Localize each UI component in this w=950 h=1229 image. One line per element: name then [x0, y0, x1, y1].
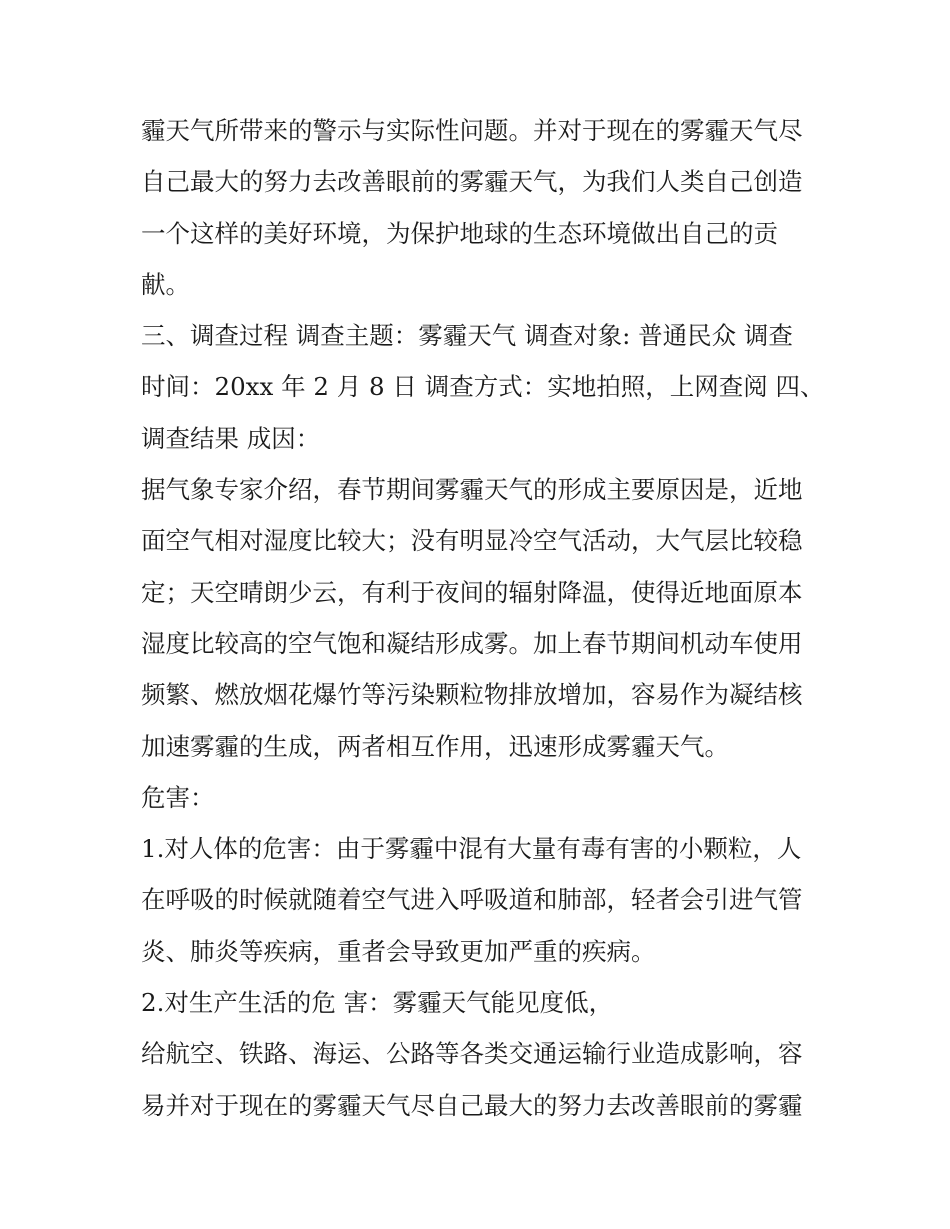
text-line: 时间：20xx 年 2 月 8 日 调查方式：实地拍照，上网查阅 四、 [141, 372, 825, 402]
text-line: 易并对于现在的雾霾天气尽自己最大的努力去改善眼前的雾霾 [141, 1090, 803, 1120]
list-item-line: 2.对生产生活的危 害：雾霾天气能见度低， [141, 988, 614, 1018]
text-line: 炎、肺炎等疾病，重者会导致更加严重的疾病。 [141, 936, 656, 966]
text-line: 频繁、燃放烟花爆竹等污染颗粒物排放增加，容易作为凝结核 [141, 680, 803, 710]
text-line: 调查结果 成因： [141, 423, 321, 453]
text-line: 据气象专家介绍，春节期间雾霾天气的形成主要原因是，近地 [141, 475, 803, 505]
text-line: 一个这样的美好环境，为保护地球的生态环境做出自己的贡 [141, 218, 778, 248]
list-item-line: 1.对人体的危害：由于雾霾中混有大量有毒有害的小颗粒，人 [141, 834, 802, 864]
text-line: 霾天气所带来的警示与实际性问题。并对于现在的雾霾天气尽 [141, 116, 803, 145]
document-body [141, 105, 825, 1131]
text-line: 湿度比较高的空气饱和凝结形成雾。加上春节期间机动车使用 [141, 628, 803, 658]
section-heading-line: 三、调查过程 调查主题：雾霾天气 调查对象: 普通民众 调查 [141, 321, 793, 351]
text-line: 加速雾霾的生成，两者相互作用，迅速形成雾霾天气。 [141, 731, 729, 761]
subheading-line: 危害： [141, 782, 215, 812]
text-line: 定；天空晴朗少云，有利于夜间的辐射降温，使得近地面原本 [141, 577, 803, 607]
text-line: 自己最大的努力去改善眼前的雾霾天气，为我们人类自己创造 [141, 167, 803, 197]
text-line: 面空气相对湿度比较大；没有明显冷空气活动，大气层比较稳 [141, 526, 803, 556]
text-line: 献。 [141, 269, 190, 299]
text-line: 给航空、铁路、海运、公路等各类交通运输行业造成影响，容 [141, 1039, 803, 1069]
text-line: 在呼吸的时候就随着空气进入呼吸道和肺部，轻者会引进气管 [141, 885, 803, 915]
